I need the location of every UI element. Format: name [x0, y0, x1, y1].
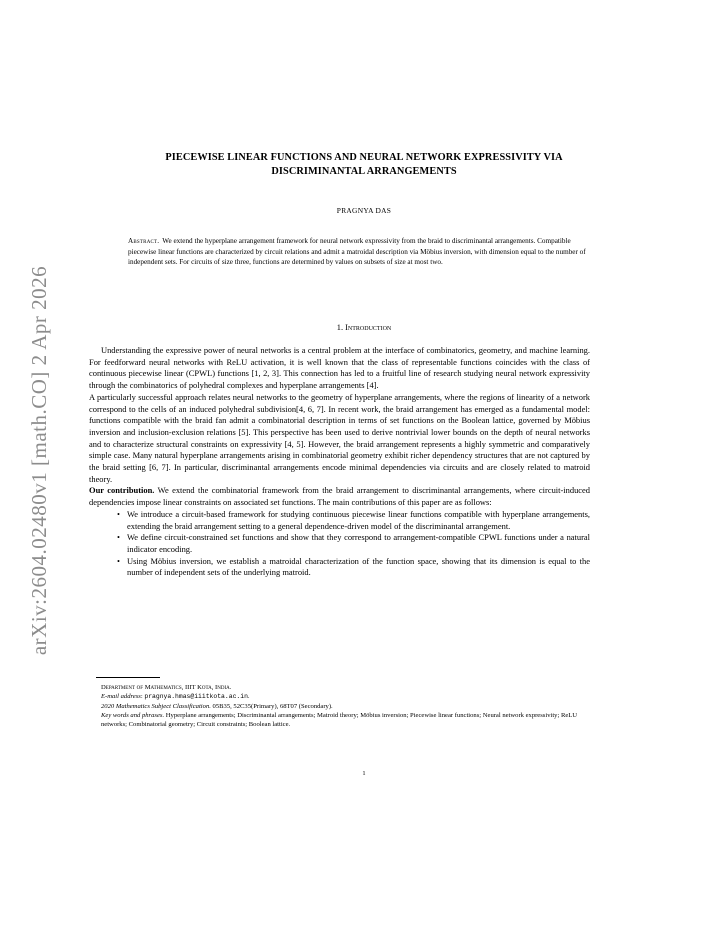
email-link[interactable]: pragnya.hmas@iiitkota.ac.in [144, 693, 248, 701]
arxiv-stamp [22, 240, 58, 680]
footnotes [89, 683, 590, 729]
title-line-1: PIECEWISE LINEAR FUNCTIONS AND NEURAL NETWORK EXPRESSIVITY VIA [165, 152, 563, 163]
abstract-label: Abstract. [128, 237, 160, 245]
list-item [117, 532, 590, 555]
list-item [117, 508, 590, 532]
keywords-label: Key words and phrases. [101, 711, 165, 719]
contribution-list [89, 509, 590, 579]
keywords-line [89, 711, 590, 730]
list-item-text: Using Möbius inversion, we establish a matroidal characterization of the function space, showing that its dimension is equal to the number of independent sets of the underlying matroid. [127, 555, 590, 578]
title-line-2: DISCRIMINANTAL ARRANGEMENTS [271, 166, 457, 177]
keywords-text: Hyperplane arrangements; Discriminantal arrangements; Matroid theory; Möbius inversion; Piecewise linear functions; Neural network expressivity; ReLU networks; Combinatorial geometry; Circuit constraints; Boolean lattice. [101, 711, 578, 729]
paragraph-3 [89, 485, 590, 508]
email-end: . [247, 693, 250, 701]
msc-label: 2020 Mathematics Subject Classification. [101, 702, 211, 710]
bullet-glyph: • [117, 532, 120, 543]
abstract-text: We extend the hyperplane arrangement framework for neural network expressivity from the braid to discriminantal arrangements. Compatible piecewise linear functions are characterized by circuit relations and admit a matroidal description via Möbius inversion, with dimension equal to the number of independent sets. For circuits of size three, functions are determined by values on subsets of size at most two. [128, 237, 586, 267]
contribution-heading: Our contribution. [89, 485, 155, 496]
affiliation: Department of Mathematics, IIIT Kota, India. [101, 684, 232, 691]
bullet-glyph: • [117, 508, 120, 519]
footnote-rule [96, 677, 160, 678]
paragraph-1: Understanding the expressive power of neural networks is a central problem at the interface of combinatorics, geometry, and machine learning. For feedforward neural networks with ReLU activation, it is well known that the class of representable functions coincides with the class of continuous piecewise linear (CPWL) functions [1, 2, 3]. This connection has led to a fruitful line of research studying neural network expressivity through the combinatorics of polyhedral complexes and hyperplane arrangements [4]. [89, 345, 590, 391]
paper-title [96, 151, 632, 179]
msc-line [89, 702, 590, 711]
paragraph-2: A particularly successful approach relates neural networks to the geometry of hyperplane arrangements, where the regions of linearity of a network correspond to the cells of an induced polyhedral subdivision[4, 6, 7]. In recent work, the braid arrangement has emerged as a fundamental model: functions compatible with the braid fan admit a combinatorial description in terms of set functions on the Boolean lattice, governed by Möbius inversion and inclusion-exclusion relations [5]. This perspective has been used to derive nontrivial lower bounds on the depth of neural networks and to characterize structural constraints on expressivity [4, 5]. However, the braid arrangement represents a highly symmetric and comparatively simple case. Many natural hyperplane arrangements arising in combinatorial geometry exhibit richer dependency structures that are not captured by the braid setting [6, 7]. In particular, discriminantal arrangements encode minimal dependencies via circuits and are closely related to matroid theory. [89, 391, 590, 484]
author-name: PRAGNYA DAS [336, 206, 392, 215]
section-heading [96, 323, 632, 332]
list-item-text: We introduce a circuit-based framework for studying continuous piecewise linear functions compatible with hyperplane arrangements, extending the braid arrangement setting to a general dependence-driven model of the discriminantal arrangement. [127, 508, 590, 531]
email-separator: : [140, 693, 145, 701]
msc-codes: 05B35, 52C35(Primary), 68T07 (Secondary). [210, 702, 333, 710]
list-item-text: We define circuit-constrained set functions and show that they correspond to arrangement-compatible CPWL functions under a natural indicator encoding. [127, 532, 590, 554]
list-item [117, 555, 590, 579]
page-number: 1 [362, 770, 366, 777]
email-label: E-mail address [101, 693, 141, 701]
section-title: Introduction [345, 323, 392, 332]
section-number: 1. [336, 323, 344, 332]
bullet-glyph: • [117, 555, 120, 566]
contribution-text: We extend the combinatorial framework from the braid arrangement to discriminantal arrangements, where circuit-induced dependencies impose linear constraints on associated set functions. The main contributions of this paper are as follows: [89, 485, 591, 508]
body-text [89, 345, 590, 579]
abstract [128, 236, 598, 268]
arxiv-identifier[interactable]: arXiv:2604.02480v1 [math.CO] 2 Apr 2026 [27, 265, 52, 655]
email-line [89, 692, 590, 701]
